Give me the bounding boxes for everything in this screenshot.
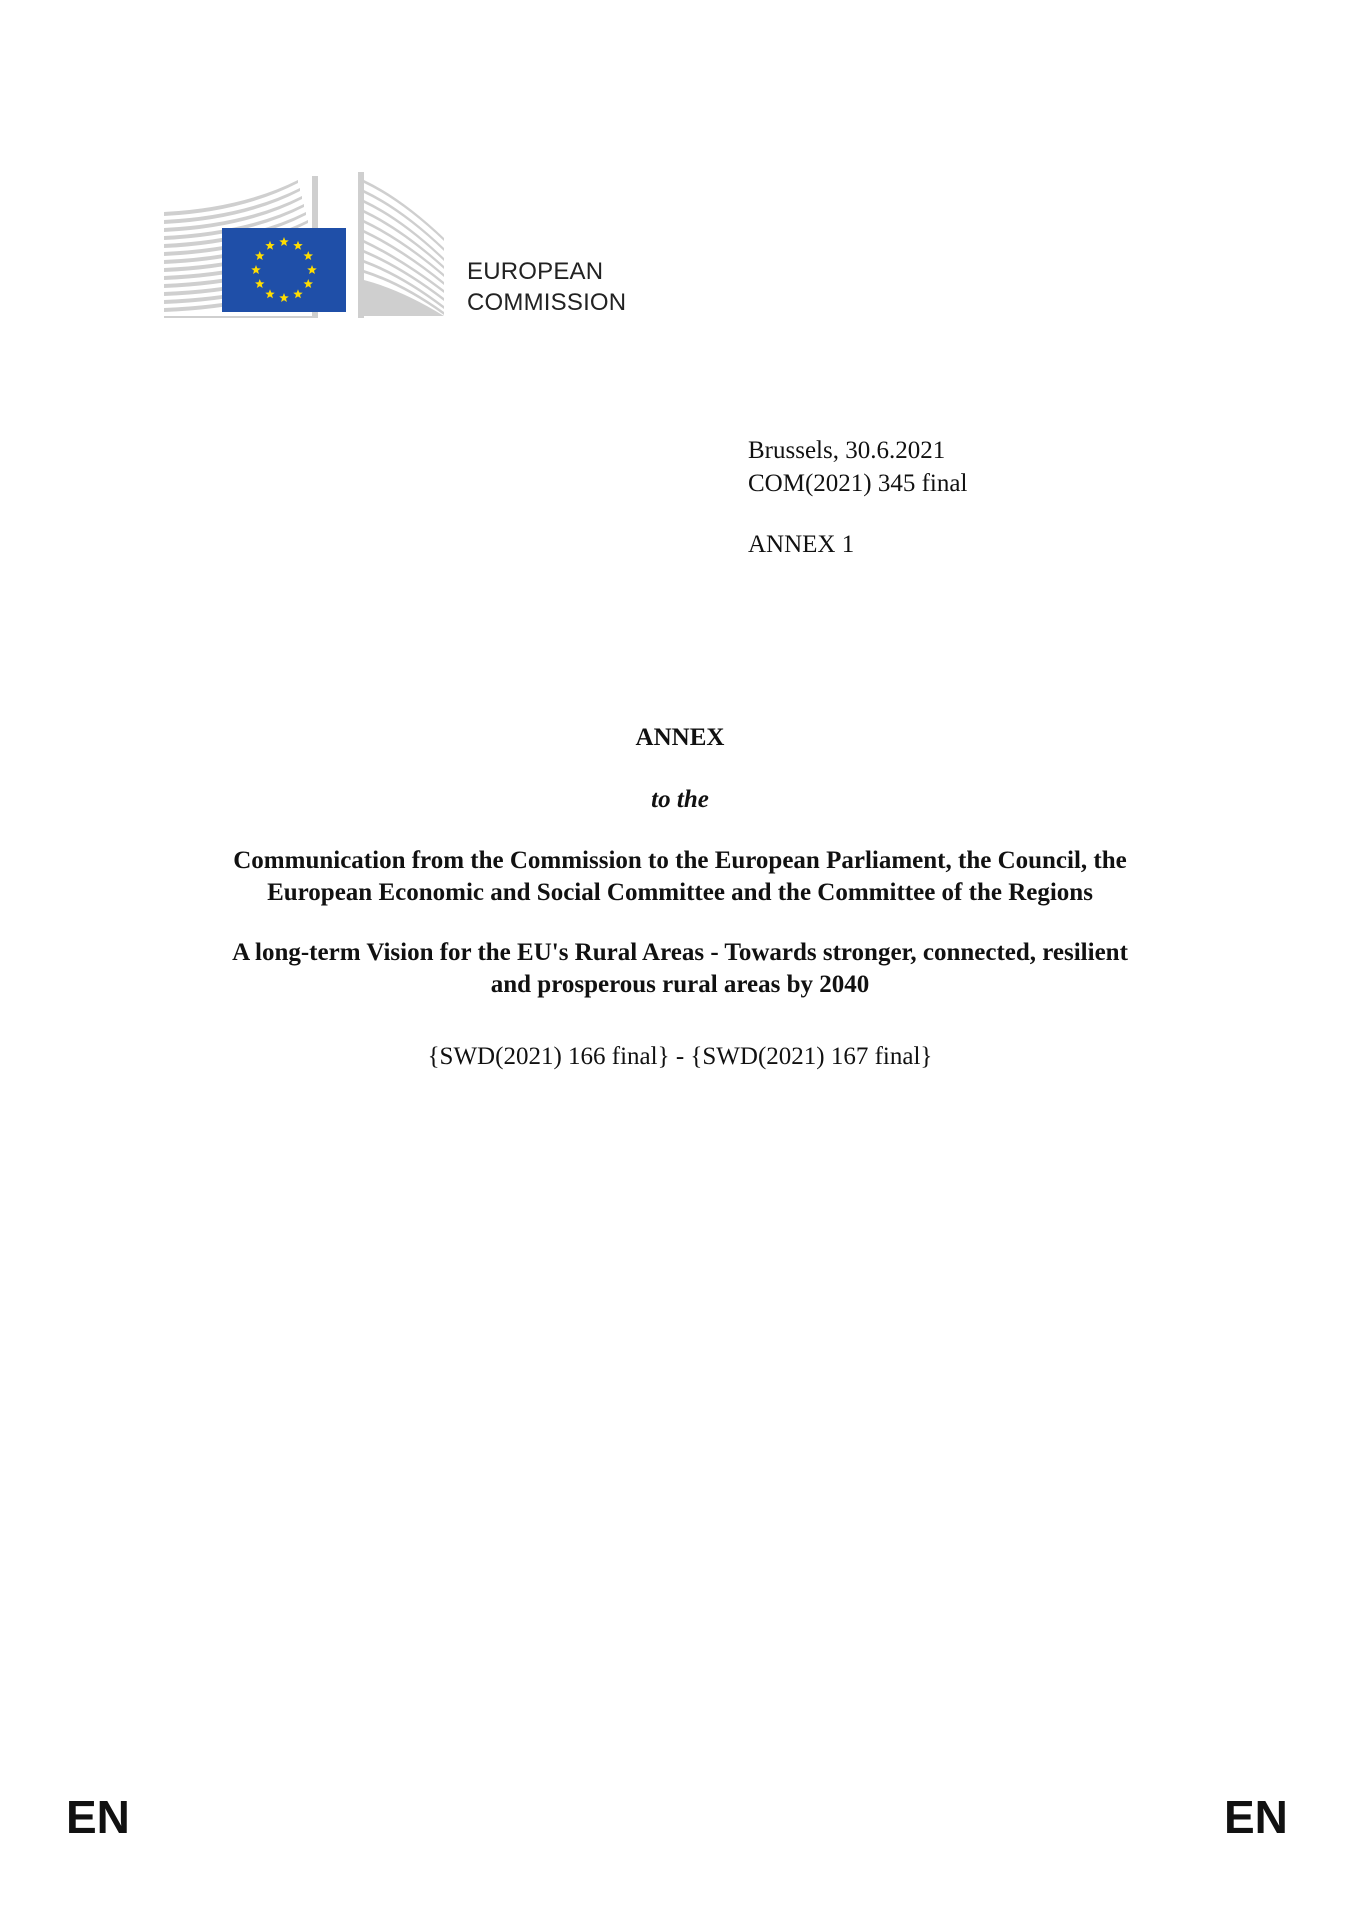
communication-title-line-2: European Economic and Social Committee and the Committee of the Regions	[267, 879, 1093, 906]
org-line-1: EUROPEAN	[467, 258, 604, 285]
language-code-right: EN	[1224, 1791, 1288, 1843]
place-date: Brussels, 30.6.2021	[748, 437, 946, 464]
language-code-left: EN	[66, 1791, 130, 1843]
vision-title-line-1: A long-term Vision for the EU's Rural Areas - Towards stronger, connected, resilient	[232, 939, 1128, 966]
vision-title-line-2: and prosperous rural areas by 2040	[490, 971, 870, 998]
to-the-heading: to the	[651, 786, 709, 813]
annex-number: ANNEX 1	[748, 531, 855, 558]
building-right-stripes	[358, 172, 444, 318]
vision-title	[150, 937, 1210, 1001]
document-meta	[748, 434, 967, 561]
related-documents: {SWD(2021) 166 final} - {SWD(2021) 167 final}	[427, 1043, 933, 1070]
organization-name	[467, 256, 626, 318]
communication-title-line-1: Communication from the Commission to the European Parliament, the Council, the	[233, 847, 1127, 874]
document-reference: COM(2021) 345 final	[748, 470, 968, 497]
org-line-2: COMMISSION	[467, 289, 627, 316]
annex-heading: ANNEX	[635, 724, 725, 751]
communication-title	[150, 845, 1210, 909]
